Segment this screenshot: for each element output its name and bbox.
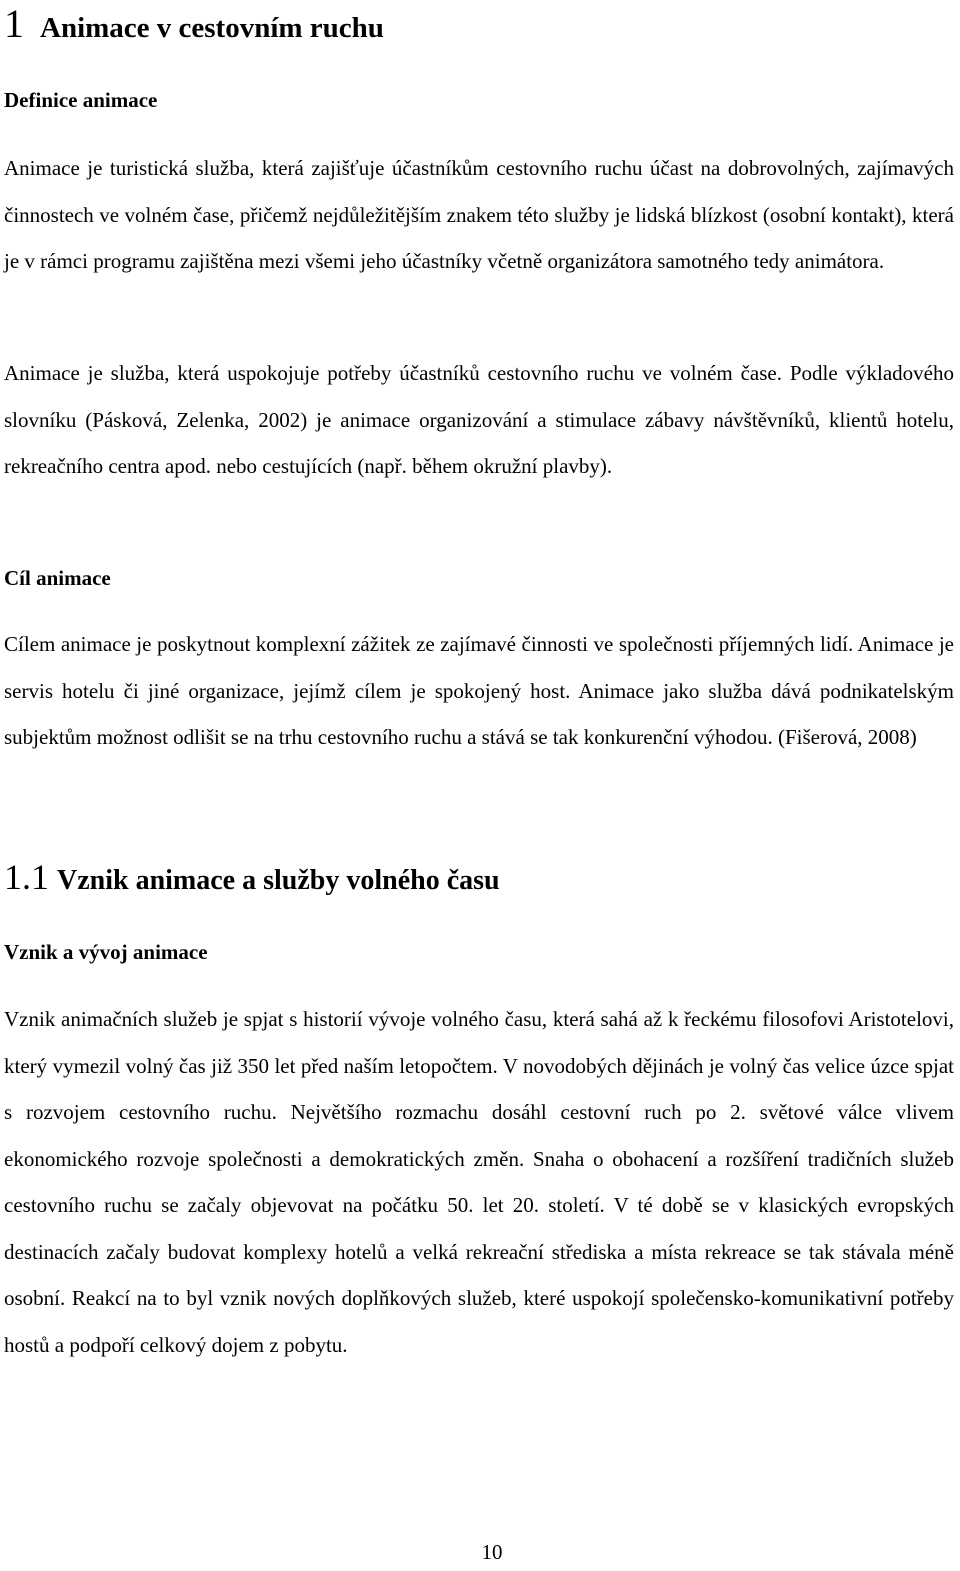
subchapter-number: 1.1 xyxy=(4,857,49,897)
chapter-number: 1 xyxy=(4,1,24,46)
paragraph-definice-2: Animace je služba, která uspokojuje potřeby účastníků cestovního ruchu ve volném čase. Podle výkladového slovníku (Pásková, Zelenka, 2002) je animace organizování a stimulace zábavy návštěvníků, klientů hotelu, rekreačního centra apod. nebo cestujících (např. během okružní plavby). xyxy=(4,361,954,478)
section-heading-definice: Definice animace xyxy=(4,88,158,112)
subchapter-heading xyxy=(4,856,500,898)
paragraph-cil: Cílem animace je poskytnout komplexní zážitek ze zajímavé činnosti ve společnosti příjemných lidí. Animace je servis hotelu či jiné organizace, jejímž cílem je spokojený host. Animace jako služba dává podnikatelským subjektům možnost odlišit se na trhu cestovního ruchu a stává se tak konkurenční výhodou. (Fišerová, 2008) xyxy=(4,632,954,749)
section-heading-cil: Cíl animace xyxy=(4,566,111,590)
section-heading-vznik: Vznik a vývoj animace xyxy=(4,940,208,964)
chapter-title: Animace v cestovním ruchu xyxy=(40,12,384,44)
page-number: 10 xyxy=(481,1540,503,1564)
paragraph-vznik: Vznik animačních služeb je spjat s historií vývoje volného času, která sahá až k řeckému filosofovi Aristotelovi, který vymezil volný čas již 350 let před naším letopočtem. V novodobých dějinách je volný čas velice úzce spjat s rozvojem cestovního ruchu. Největšího rozmachu dosáhl cestovní ruch po 2. světové válce vlivem ekonomického rozvoje společnosti a demokratických změn. Snaha o obohacení a rozšíření tradičních služeb cestovního ruchu se začaly objevovat na počátku 50. let 20. století. V té době se v klasických evropských destinacích začaly budovat komplexy hotelů a velká rekreační střediska a místa rekreace se tak stávala méně osobní. Reakcí na to byl vznik nových doplňkových služeb, které uspokojí společensko-komunikativní potřeby hostů a podpoří celkový dojem z pobytu. xyxy=(4,1007,954,1357)
paragraph-definice-1: Animace je turistická služba, která zajišťuje účastníkům cestovního ruchu účast na dobrovolných, zajímavých činnostech ve volném čase, přičemž nejdůležitějším znakem této služby je lidská blízkost (osobní kontakt), která je v rámci programu zajištěna mezi všemi jeho účastníky včetně organizátora samotného tedy animátora. xyxy=(4,156,954,273)
subchapter-title: Vznik animace a služby volného času xyxy=(57,865,500,896)
chapter-heading xyxy=(4,0,384,47)
